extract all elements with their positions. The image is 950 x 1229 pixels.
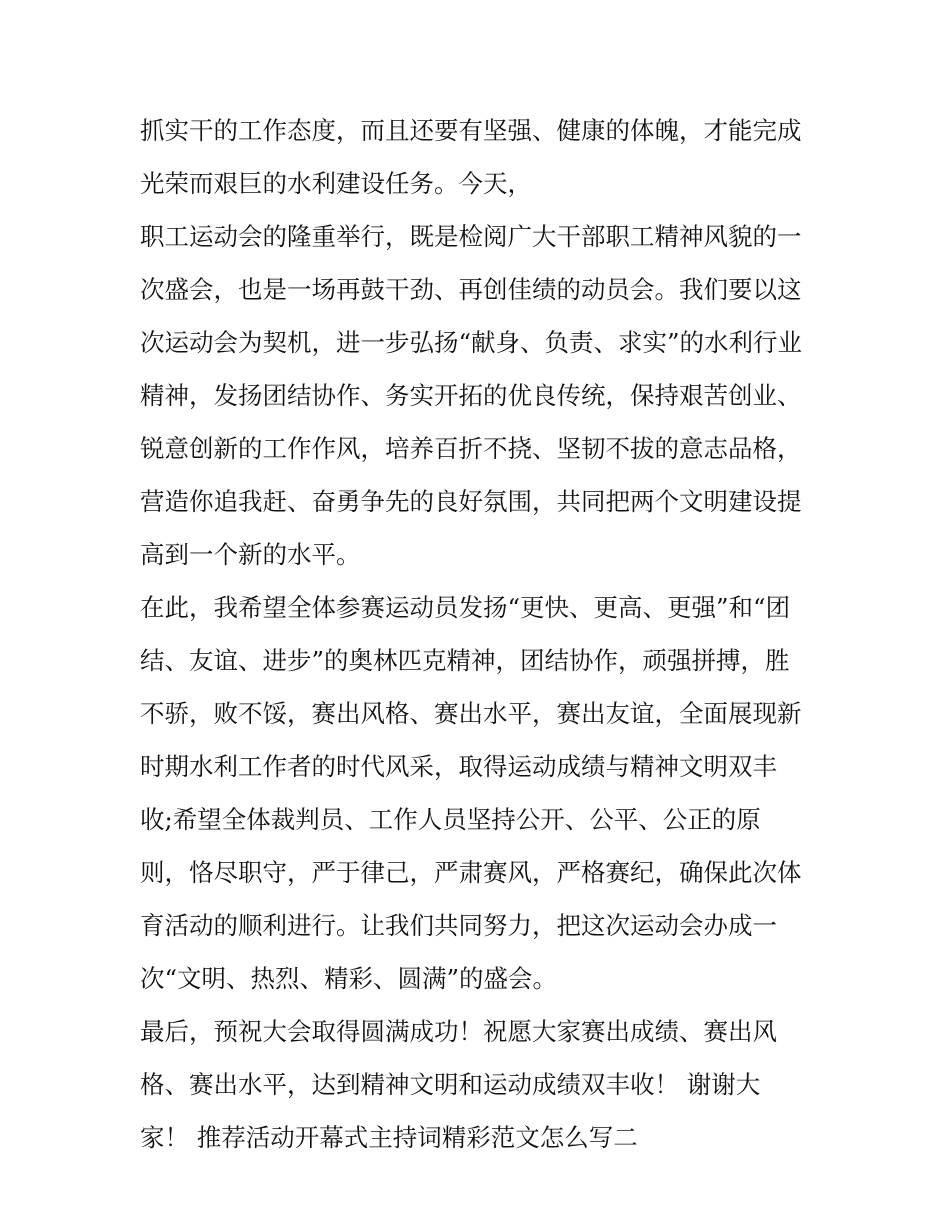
text-line: 锐意创新的工作作风，培养百折不挠、坚韧不拔的意志品格，	[140, 434, 802, 463]
text-line: 则，恪尽职守，严于律己，严肃赛风，严格赛纪，确保此次体	[140, 858, 802, 887]
text-line: 职工运动会的隆重举行，既是检阅广大干部职工精神风貌的一	[140, 222, 802, 251]
text-line: 收;希望全体裁判员、工作人员坚持公开、公平、公正的原	[140, 805, 761, 834]
text-line: 精神，发扬团结协作、务实开拓的优良传统，保持艰苦创业、	[140, 381, 802, 410]
text-line: 光荣而艰巨的水利建设任务。今天，	[140, 169, 532, 198]
text-line: 次“文明、热烈、精彩、圆满”的盛会。	[140, 964, 558, 993]
text-line: 最后，预祝大会取得圆满成功！祝愿大家赛出成绩、赛出风	[140, 1017, 777, 1046]
text-line: 结、友谊、进步”的奥林匹克精神，团结协作，顽强拼搏，胜	[140, 646, 790, 675]
body-text	[140, 104, 830, 1164]
text-line: 育活动的顺利进行。让我们共同努力，把这次运动会办成一	[140, 911, 777, 940]
text-line: 高到一个新的水平。	[140, 540, 361, 569]
text-line: 家！ 推荐活动开幕式主持词精彩范文怎么写二	[140, 1123, 638, 1152]
text-line: 不骄，败不馁，赛出风格、赛出水平，赛出友谊，全面展现新	[140, 699, 802, 728]
text-line: 次盛会，也是一场再鼓干劲、再创佳绩的动员会。我们要以这	[140, 275, 802, 304]
text-line: 次运动会为契机，进一步弘扬“献身、负责、求实”的水利行业	[140, 328, 803, 357]
text-line: 在此，我希望全体参赛运动员发扬“更快、更高、更强”和“团	[140, 593, 791, 622]
text-line: 格、赛出水平，达到精神文明和运动成绩双丰收！ 谢谢大	[140, 1070, 761, 1099]
text-line: 时期水利工作者的时代风采，取得运动成绩与精神文明双丰	[140, 752, 777, 781]
text-line: 营造你追我赶、奋勇争先的良好氛围，共同把两个文明建设提	[140, 487, 802, 516]
text-line: 抓实干的工作态度，而且还要有坚强、健康的体魄，才能完成	[140, 116, 802, 145]
